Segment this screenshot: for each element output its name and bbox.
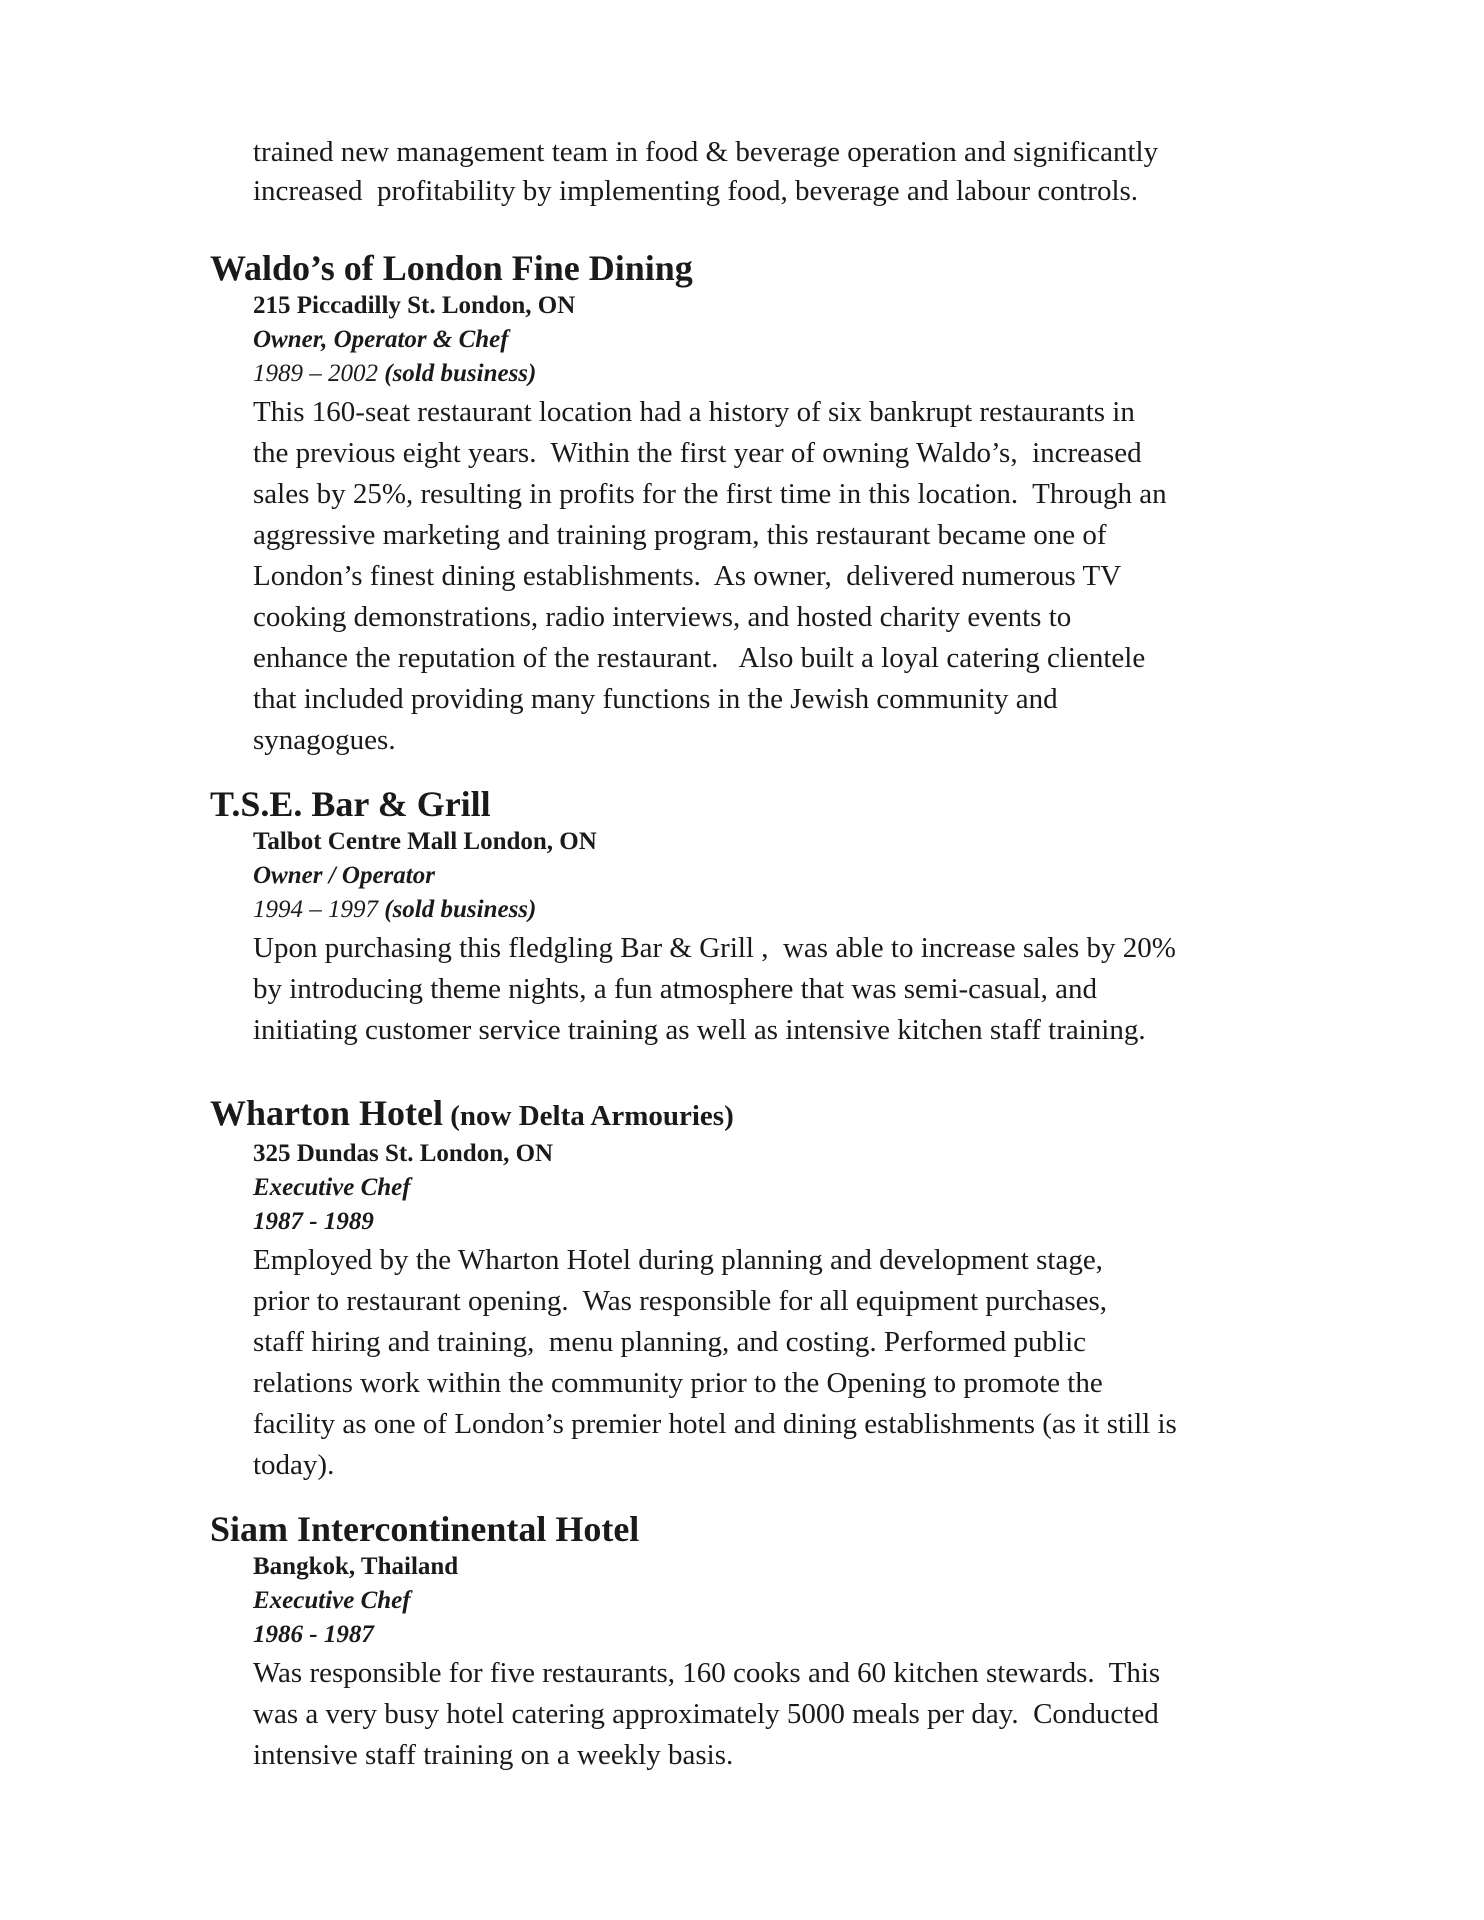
job-entry-tse xyxy=(210,783,1270,1050)
job-entry-waldos xyxy=(210,247,1270,760)
job-dates xyxy=(253,893,1270,927)
job-dates xyxy=(253,357,1270,391)
job-dates-note: (sold business) xyxy=(378,896,537,923)
job-description xyxy=(253,1654,1270,1775)
description-line: intensive staff training on a weekly basis. xyxy=(253,1739,734,1771)
job-dates-range: 1986 - 1987 xyxy=(253,1621,374,1648)
job-address: Bangkok, Thailand xyxy=(253,1553,459,1580)
description-line: This 160-seat restaurant location had a history of six bankrupt restaurants in xyxy=(253,396,1135,428)
job-dates xyxy=(253,1618,1270,1652)
description-line: enhance the reputation of the restaurant. Also built a loyal catering clientele xyxy=(253,642,1146,674)
intro-line: trained new management team in food & beverage operation and significantly xyxy=(253,136,1159,168)
job-description xyxy=(253,393,1270,760)
job-role: Owner, Operator & Chef xyxy=(253,326,509,353)
job-entry-wharton xyxy=(210,1092,1270,1485)
job-title xyxy=(210,1092,1270,1137)
job-title xyxy=(210,247,1270,289)
job-address: Talbot Centre Mall London, ON xyxy=(253,828,597,855)
description-line: synagogues. xyxy=(253,724,396,756)
description-line: Upon purchasing this fledgling Bar & Grill , was able to increase sales by 20% xyxy=(253,932,1176,964)
job-title-text: Waldo’s of London Fine Dining xyxy=(210,248,693,288)
description-line: Was responsible for five restaurants, 160 cooks and 60 kitchen stewards. This xyxy=(253,1657,1161,1689)
description-line: London’s finest dining establishments. As owner, delivered numerous TV xyxy=(253,560,1122,592)
description-line: facility as one of London’s premier hotel and dining establishments (as it still is xyxy=(253,1408,1177,1440)
job-title-text: Wharton Hotel xyxy=(210,1093,443,1133)
job-dates-range: 1987 - 1989 xyxy=(253,1208,374,1235)
job-dates-range: 1989 – 2002 xyxy=(253,360,378,387)
job-dates-range: 1994 – 1997 xyxy=(253,896,378,923)
job-title-text: T.S.E. Bar & Grill xyxy=(210,784,491,824)
job-description xyxy=(253,929,1270,1050)
description-line: was a very busy hotel catering approximately 5000 meals per day. Conducted xyxy=(253,1698,1159,1730)
description-line: aggressive marketing and training program, this restaurant became one of xyxy=(253,519,1107,551)
description-line: prior to restaurant opening. Was responsible for all equipment purchases, xyxy=(253,1285,1108,1317)
description-line: Employed by the Wharton Hotel during planning and development stage, xyxy=(253,1244,1103,1276)
job-title xyxy=(210,783,1270,825)
job-dates xyxy=(253,1205,1270,1239)
job-address: 325 Dundas St. London, ON xyxy=(253,1140,554,1167)
job-dates-note: (sold business) xyxy=(378,360,537,387)
description-line: sales by 25%, resulting in profits for the first time in this location. Through an xyxy=(253,478,1167,510)
description-line: by introducing theme nights, a fun atmosphere that was semi-casual, and xyxy=(253,973,1098,1005)
description-line: cooking demonstrations, radio interviews, and hosted charity events to xyxy=(253,601,1072,633)
job-description xyxy=(253,1241,1270,1485)
description-line: the previous eight years. Within the first year of owning Waldo’s, increased xyxy=(253,437,1142,469)
description-line: initiating customer service training as well as intensive kitchen staff training. xyxy=(253,1014,1146,1046)
intro-paragraph xyxy=(253,133,1253,211)
job-address: 215 Piccadilly St. London, ON xyxy=(253,292,576,319)
job-title-text: Siam Intercontinental Hotel xyxy=(210,1509,640,1549)
description-line: today). xyxy=(253,1449,335,1481)
job-role: Executive Chef xyxy=(253,1174,411,1201)
job-role: Owner / Operator xyxy=(253,862,435,889)
description-line: that included providing many functions in the Jewish community and xyxy=(253,683,1058,715)
job-title-note: (now Delta Armouries) xyxy=(442,1100,734,1132)
job-entry-siam xyxy=(210,1508,1270,1775)
description-line: relations work within the community prior to the Opening to promote the xyxy=(253,1367,1103,1399)
intro-line: increased profitability by implementing food, beverage and labour controls. xyxy=(253,175,1139,207)
description-line: staff hiring and training, menu planning, and costing. Performed public xyxy=(253,1326,1087,1358)
job-role: Executive Chef xyxy=(253,1587,411,1614)
job-title xyxy=(210,1508,1270,1550)
